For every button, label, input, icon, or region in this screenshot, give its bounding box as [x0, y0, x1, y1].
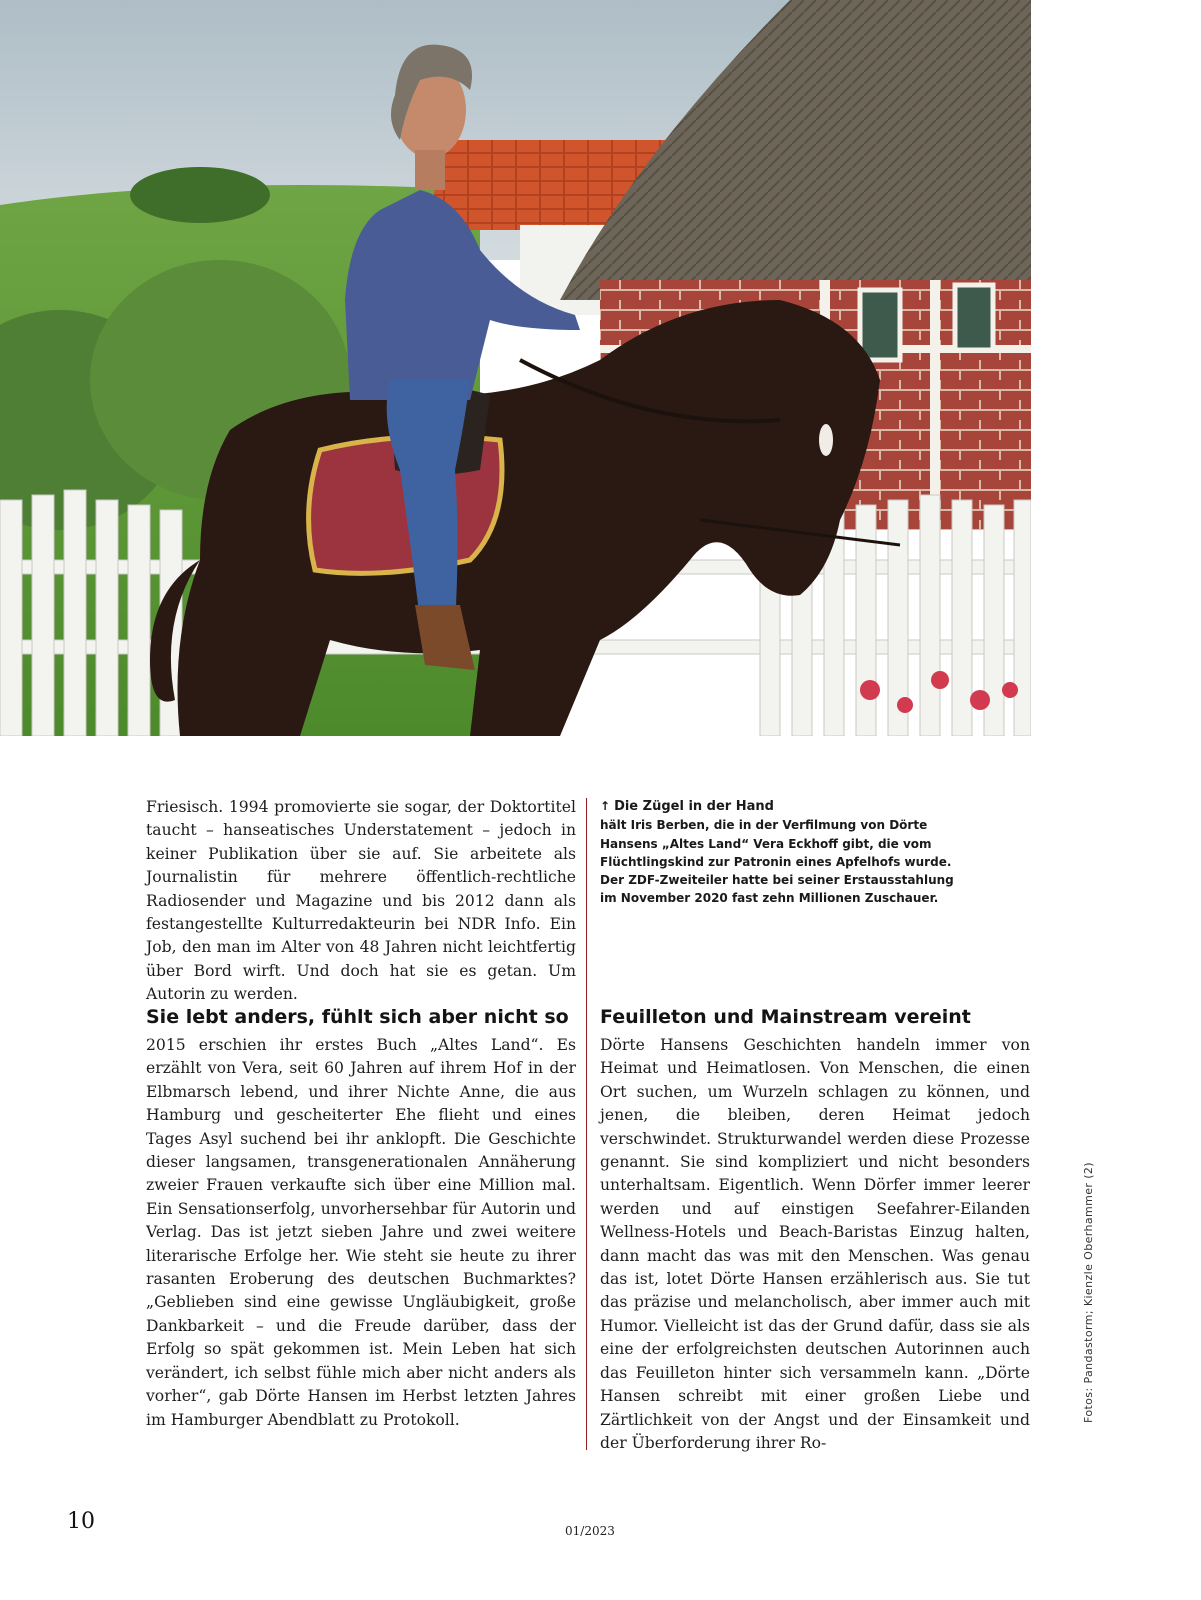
page-number: 10: [67, 1509, 95, 1534]
body-text-column-right-bottom: [600, 1034, 1030, 1455]
body-text-column-left-bottom: [146, 1034, 576, 1432]
caption-text: hält Iris Berben, die in der Verfilmung von Dörte Hansens „Altes Land“ Vera Eckhoff gibt, die vom Flüchtlingskind zur Patronin eines Apfelhofs wurde. Der ZDF-Zweiteiler hatte bei seiner Erstausstahlung im November 2020 fast zehn Millionen Zuschauer.: [600, 818, 954, 906]
paragraph: Dörte Hansens Geschichten handeln immer von Heimat und Heimatlosen. Von Menschen, die einen Ort suchen, um Wurzeln schlagen zu können, und jenen, die bleiben, deren Heimat jedoch verschwindet. Strukturwandel werden diese Prozesse genannt. Sie sind kompliziert und nicht besonders unterhaltsam. Eigentlich. Wenn Dörfer immer leerer werden und auf einstigen Seefahrer-Eilanden Wellness-Hotels und Beach-Baristas Einzug halten, dann macht das was mit den Menschen. Was genau das ist, lotet Dörte Hansen erzählerisch aus. Sie tut das präzise und melancholisch, aber immer auch mit Humor. Vielleicht ist das der Grund dafür, dass sie als eine der erfolgreichsten deutschen Autorinnen auch das Feuilleton hinter sich versammeln kann. „Dörte Hansen schreibt mit einer großen Liebe und Zärtlichkeit von der Angst und der Einsamkeit und der Überforderung ihrer Ro-: [600, 1036, 1030, 1452]
caption-title: Die Zügel in der Hand: [614, 799, 774, 814]
arrow-up-icon: ↑: [600, 799, 611, 813]
body-text-column-left-top: [146, 796, 576, 1007]
paragraph: Friesisch. 1994 promovierte sie sogar, der Doktortitel taucht – hanseatisches Understatement – jedoch in keiner Publikation über sie auf. Sie arbeitete als Journalistin für mehrere öffentlich-rechtliche Radiosender und Magazine und bis 2012 dann als festangestellte Kulturredakteurin bei NDR Info. Ein Job, den man im Alter von 48 Jahren nicht leichtfertig über Bord wirft. Und doch hat sie es getan. Um Autorin zu werden.: [146, 798, 576, 1004]
horse-blaze: [819, 424, 833, 456]
section-heading-right: Feuilleton und Mainstream vereint: [600, 1006, 971, 1028]
photo-credit: [1080, 1123, 1100, 1423]
article-photo: [0, 0, 1031, 736]
section-heading-left: Sie lebt anders, fühlt sich aber nicht so: [146, 1006, 569, 1028]
window: [860, 290, 900, 360]
photo-caption: [600, 797, 960, 908]
paragraph: 2015 erschien ihr erstes Buch „Altes Land“. Es erzählt von Vera, seit 60 Jahren auf ihrem Hof in der Elbmarsch lebend, und ihrer Nichte Anne, die aus Hamburg und gescheiterter Ehe flieht und eines Tages Asyl suchend bei ihr anklopft. Die Geschichte dieser langsamen, transgenerationalen Annäherung zweier Frauen verkaufte sich über eine Million mal. Ein Sensationserfolg, unvorhersehbar für Autorin und Verlag. Das ist jetzt sieben Jahre und zwei weitere literarische Erfolge her. Wie steht sie heute zu ihrer rasanten Eroberung des deutschen Buchmarktes? „Geblieben sind eine gewisse Ungläubigkeit, große Dankbarkeit – und die Freude darüber, dass der Erfolg so spät gekommen ist. Mein Leben hat sich verändert, ich selbst fühle mich aber nicht anders als vorher“, gab Dörte Hansen im Herbst letzten Jahres im Hamburger Abendblatt zu Protokoll.: [146, 1036, 576, 1429]
tree: [130, 167, 270, 223]
column-divider: [586, 798, 587, 1450]
rider-on-horse-illustration: [0, 0, 1031, 736]
photo-credit-text: Fotos: Pandastorm; Kienzle Oberhammer (2): [1082, 1162, 1095, 1423]
issue-number: 01/2023: [565, 1524, 615, 1538]
window: [955, 285, 993, 350]
